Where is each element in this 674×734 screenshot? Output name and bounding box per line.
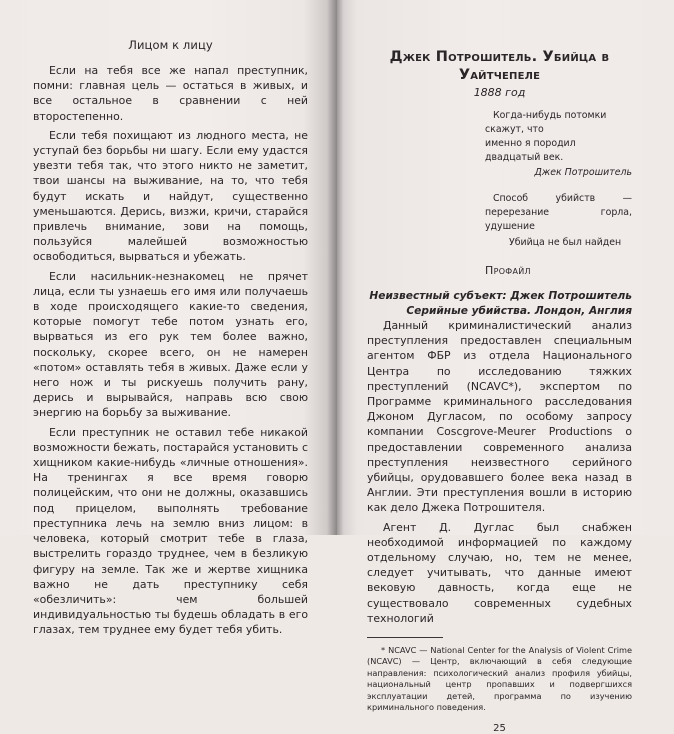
paragraph: Если преступник не оставил тебе никакой возможности бежать, постарайся установить с хищником какие-нибудь «личные отношения». На тренингах я все время говорю полицейским, что они не должны, оказавшись под прицелом, выполнять требование преступника лечь на землю вниз лицом: в человека, который смотрит тебе в глаза, выстрелить гораздо труднее, чем в безликую фигуру на земле. Так же и жертве хищника важно не дать преступнику себя «обезличить»: чем большей индивидуальностью ты будешь обладать в его глазах, тем труднее ему будет тебя убить. <box>33 425 308 637</box>
epigraph-line: именно я породил двадцатый век. <box>485 138 576 163</box>
footnote-text: * NCAVC — National Center for the Analysis of Violent Crime (NCAVC) — Центр, включающий в себя следующие направления: психологический анализ профиля убийцы, национальный центр пропавших и подвергшихся эксплуатации детей, программа по изучению криминального поведения. <box>367 645 632 713</box>
right-page-column <box>367 48 632 734</box>
left-page-column <box>33 38 308 638</box>
paragraph: Данный криминалистический анализ преступления предоставлен специальным агентом ФБР из отдела Национального Центра по исследованию тяжких преступлений (NCAVC*), экспертом по Программе криминального расследования Джоном Дугласом, по особому запросу компании Coscgrove-Meurer Productions о предоставлении современного анализа преступления неизвестного серийного убийцы, орудовавшего более века назад в Англии. Эти преступления вошли в историю как дело Джека Потрошителя. <box>367 319 632 515</box>
footnote <box>367 645 632 713</box>
paragraph: Агент Д. Дуглас был снабжен необходимой информацией по каждому отдельному случаю, но, тем не менее, следует учитывать, что данные имеют вековую давность, когда еще не существовало современных судебных технологий <box>367 520 632 625</box>
page-number: 25 <box>493 722 506 734</box>
right-page <box>337 0 674 734</box>
epigraph-author: Джек Потрошитель <box>534 167 632 178</box>
paragraph: Если на тебя все же напал преступник, помни: главная цель — остаться в живых, и все остальное в сравнении с ней второстепенно. <box>33 64 308 123</box>
murder-method: Способ убийств — перерезание горла, удушение <box>485 193 632 232</box>
chapter-title: Джек Потрошитель. Убийца в Уайтчепеле <box>389 49 610 83</box>
footnote-divider <box>367 637 443 638</box>
running-head: Лицом к лицу <box>128 38 213 52</box>
subject-line: Серийные убийства. Лондон, Англия <box>406 304 632 317</box>
epigraph <box>485 109 632 180</box>
subject-line: Неизвестный субъект: Джек Потрошитель <box>369 290 632 302</box>
paragraph: Если тебя похищают из людного места, не уступай без борьбы ни шагу. Если ему удастся увезти тебя так, что этого никто не заметит, твои шансы на выживание, на то, что тебя будут искать и найдут, существенно уменьшаются. Дерись, визжи, кричи, старайся привлечь внимание, зови на помощь, пользуйся малейшей возможностью освободиться, вырваться и убежать. <box>33 128 308 264</box>
case-facts <box>485 192 632 250</box>
paragraph: Если насильник-незнакомец не прячет лица, если ты узнаешь его имя или получаешь в ходе происходящего какие-то сведения, которые помогут тебе потом узнать его, вырваться из его рук тем более важно, поскольку, скорее всего, он не намерен «потом» оставлять тебя в живых. Даже если у него нож и ты рискуешь получить рану, дерись и вырывайся, направь всю свою энергию на борьбу за выживание. <box>33 269 308 420</box>
left-page <box>0 0 337 637</box>
chapter-year: 1888 год <box>473 86 526 99</box>
section-heading: Профайл <box>485 264 531 277</box>
case-status: Убийца не был найден <box>509 237 622 248</box>
epigraph-line: Когда-нибудь потомки скажут, что <box>485 110 607 135</box>
